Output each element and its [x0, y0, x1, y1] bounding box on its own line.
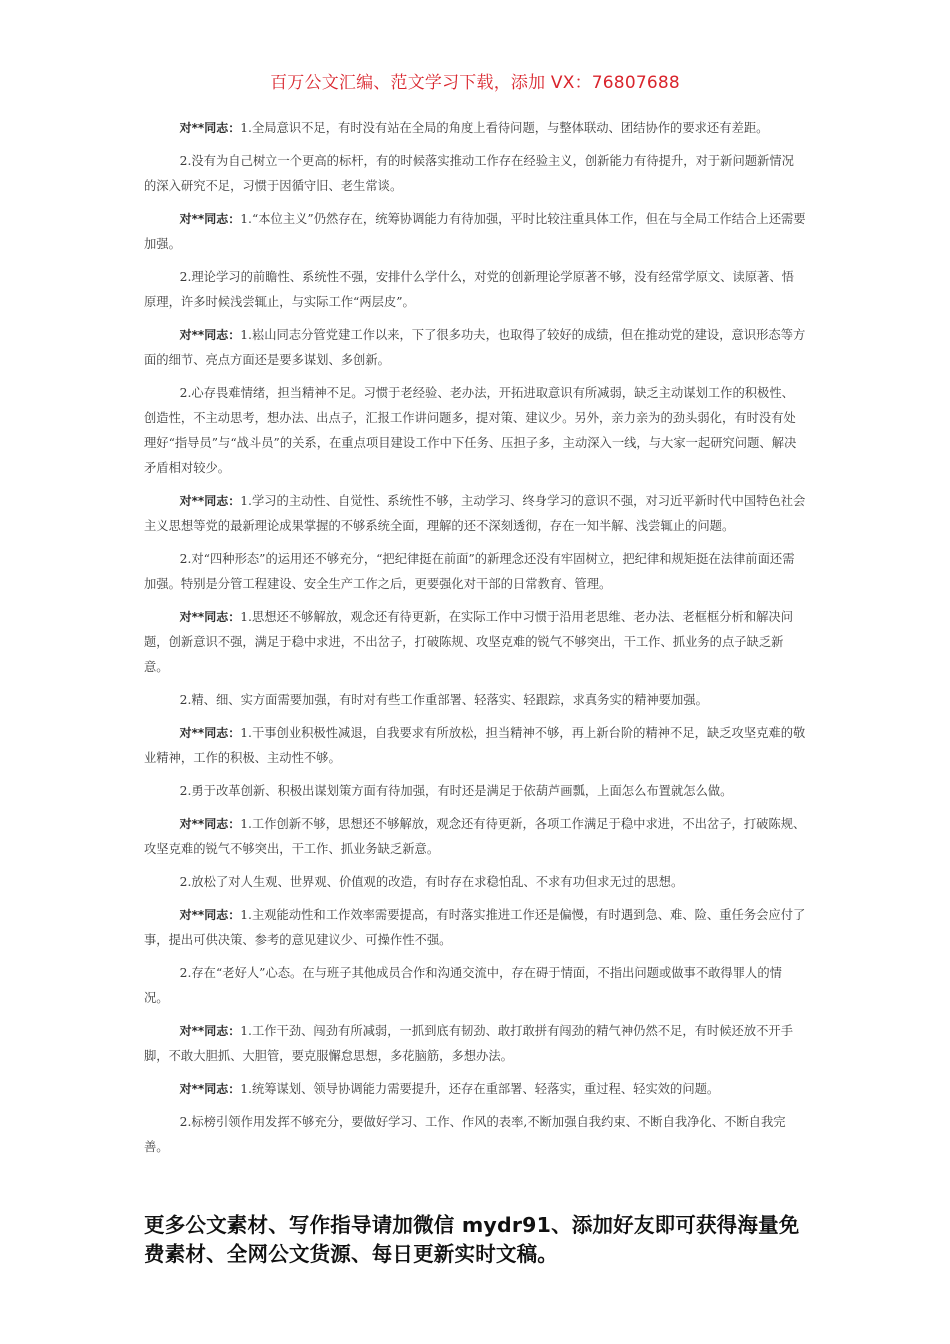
paragraph-text: 2.对“四种形态”的运用还不够充分，“把纪律挺在前面”的新理念还没有牢固树立，把纪律和规矩挺在法律前面还需加强。特别是分管工程建设、安全生产工作之后，更要强化对干部的日常教育、管理。: [144, 552, 795, 591]
paragraph-text: 1.全局意识不足，有时没有站在全局的角度上看待问题，与整体联动、团结协作的要求还有差距。: [240, 121, 769, 135]
paragraph-lead: 对**同志：: [179, 1082, 241, 1096]
paragraph: [144, 688, 806, 713]
paragraph: [144, 381, 806, 481]
paragraph-text: 2.心存畏难情绪，担当精神不足。习惯于老经验、老办法，开拓进取意识有所减弱，缺乏主动谋划工作的积极性、创造性，不主动思考，想办法、出点子，汇报工作讲问题多，提对策、建议少。另外，亲力亲为的劲头弱化，有时没有处理好“指导员”与“战斗员”的关系，在重点项目建设工作中下任务、压担子多，主动深入一线，与大家一起研究问题、解决矛盾相对较少。: [144, 386, 797, 475]
paragraph-lead: 对**同志：: [179, 726, 241, 740]
paragraph: [144, 1077, 806, 1102]
paragraph-text: 1.崧山同志分管党建工作以来，下了很多功夫，也取得了较好的成绩，但在推动党的建设，意识形态等方面的细节、亮点方面还是要多谋划、多创新。: [144, 328, 806, 367]
paragraph-lead: 对**同志：: [179, 817, 241, 831]
paragraph-lead: 对**同志：: [179, 121, 241, 135]
footer-promo: 更多公文素材、写作指导请加微信 mydr91、添加好友即可获得海量免费素材、全网公文货源、每日更新实时文稿。: [144, 1213, 800, 1266]
paragraph: [144, 961, 806, 1011]
paragraph: [144, 779, 806, 804]
paragraph-text: 1.统筹谋划、领导协调能力需要提升，还存在重部署、轻落实，重过程、轻实效的问题。: [240, 1082, 720, 1096]
paragraph: [144, 903, 806, 953]
paragraph-lead: 对**同志：: [179, 1024, 241, 1038]
paragraph-text: 2.勇于改革创新、积极出谋划策方面有待加强，有时还是满足于依葫芦画瓢，上面怎么布置就怎么做。: [179, 784, 733, 798]
paragraph-lead: 对**同志：: [179, 494, 241, 508]
paragraph-lead: 对**同志：: [179, 908, 241, 922]
paragraph: [144, 1019, 806, 1069]
paragraph-lead: 对**同志：: [179, 610, 241, 624]
paragraph: [144, 547, 806, 597]
paragraph-text: 1.工作干劲、闯劲有所减弱，一抓到底有韧劲、敢打敢拼有闯劲的精气神仍然不足，有时候还放不开手脚，不敢大胆抓、大胆管，要克服懈怠思想，多花脑筋，多想办法。: [144, 1024, 794, 1063]
paragraph: [144, 265, 806, 315]
paragraph: [144, 870, 806, 895]
paragraph: [144, 207, 806, 257]
paragraph-text: 1.“本位主义”仍然存在，统筹协调能力有待加强，平时比较注重具体工作，但在与全局工作结合上还需要加强。: [144, 212, 806, 251]
page-header: 百万公文汇编、范文学习下载，添加 VX：76807688: [270, 73, 680, 93]
paragraph-text: 2.存在“老好人”心态。在与班子其他成员合作和沟通交流中，存在碍于情面，不指出问题或做事不敢得罪人的情况。: [144, 966, 782, 1005]
paragraph-text: 2.没有为自己树立一个更高的标杆，有的时候落实推动工作存在经验主义，创新能力有待提升，对于新问题新情况的深入研究不足，习惯于因循守旧、老生常谈。: [144, 154, 794, 193]
paragraph-text: 1.思想还不够解放，观念还有待更新，在实际工作中习惯于沿用老思维、老办法、老框框分析和解决问题，创新意识不强，满足于稳中求进，不出岔子，打破陈规、攻坚克难的锐气不够突出，干工作、抓业务的点子缺乏新意。: [144, 610, 794, 674]
paragraph-text: 1.干事创业积极性减退，自我要求有所放松，担当精神不够，再上新台阶的精神不足，缺乏攻坚克难的敬业精神，工作的积极、主动性不够。: [144, 726, 806, 765]
paragraph: [144, 116, 806, 141]
paragraph: [144, 721, 806, 771]
paragraph: [144, 489, 806, 539]
paragraph: [144, 605, 806, 680]
paragraph-text: 1.学习的主动性、自觉性、系统性不够，主动学习、终身学习的意识不强，对习近平新时代中国特色社会主义思想等党的最新理论成果掌握的不够系统全面，理解的还不深刻透彻，存在一知半解、浅尝辄止的问题。: [144, 494, 806, 533]
paragraph-lead: 对**同志：: [179, 328, 241, 342]
paragraph-text: 2.理论学习的前瞻性、系统性不强，安排什么学什么，对党的创新理论学原著不够，没有经常学原文、读原著、悟原理，许多时候浅尝辄止，与实际工作“两层皮”。: [144, 270, 794, 309]
document-body: [144, 116, 806, 1168]
paragraph: [144, 1110, 806, 1160]
paragraph-text: 2.标榜引领作用发挥不够充分，要做好学习、工作、作风的表率,不断加强自我约束、不断自我净化、不断自我完善。: [144, 1115, 786, 1154]
paragraph: [144, 323, 806, 373]
paragraph: [144, 812, 806, 862]
paragraph-text: 2.精、细、实方面需要加强，有时对有些工作重部署、轻落实、轻跟踪，求真务实的精神要加强。: [179, 693, 708, 707]
paragraph-text: 1.主观能动性和工作效率需要提高，有时落实推进工作还是偏慢，有时遇到急、难、险、重任务会应付了事，提出可供决策、参考的意见建议少、可操作性不强。: [144, 908, 806, 947]
paragraph: [144, 149, 806, 199]
paragraph-text: 1.工作创新不够，思想还不够解放，观念还有待更新，各项工作满足于稳中求进，不出岔子，打破陈规、攻坚克难的锐气不够突出，干工作、抓业务缺乏新意。: [144, 817, 806, 856]
paragraph-lead: 对**同志：: [179, 212, 241, 226]
paragraph-text: 2.放松了对人生观、世界观、价值观的改造，有时存在求稳怕乱、不求有功但求无过的思想。: [179, 875, 684, 889]
